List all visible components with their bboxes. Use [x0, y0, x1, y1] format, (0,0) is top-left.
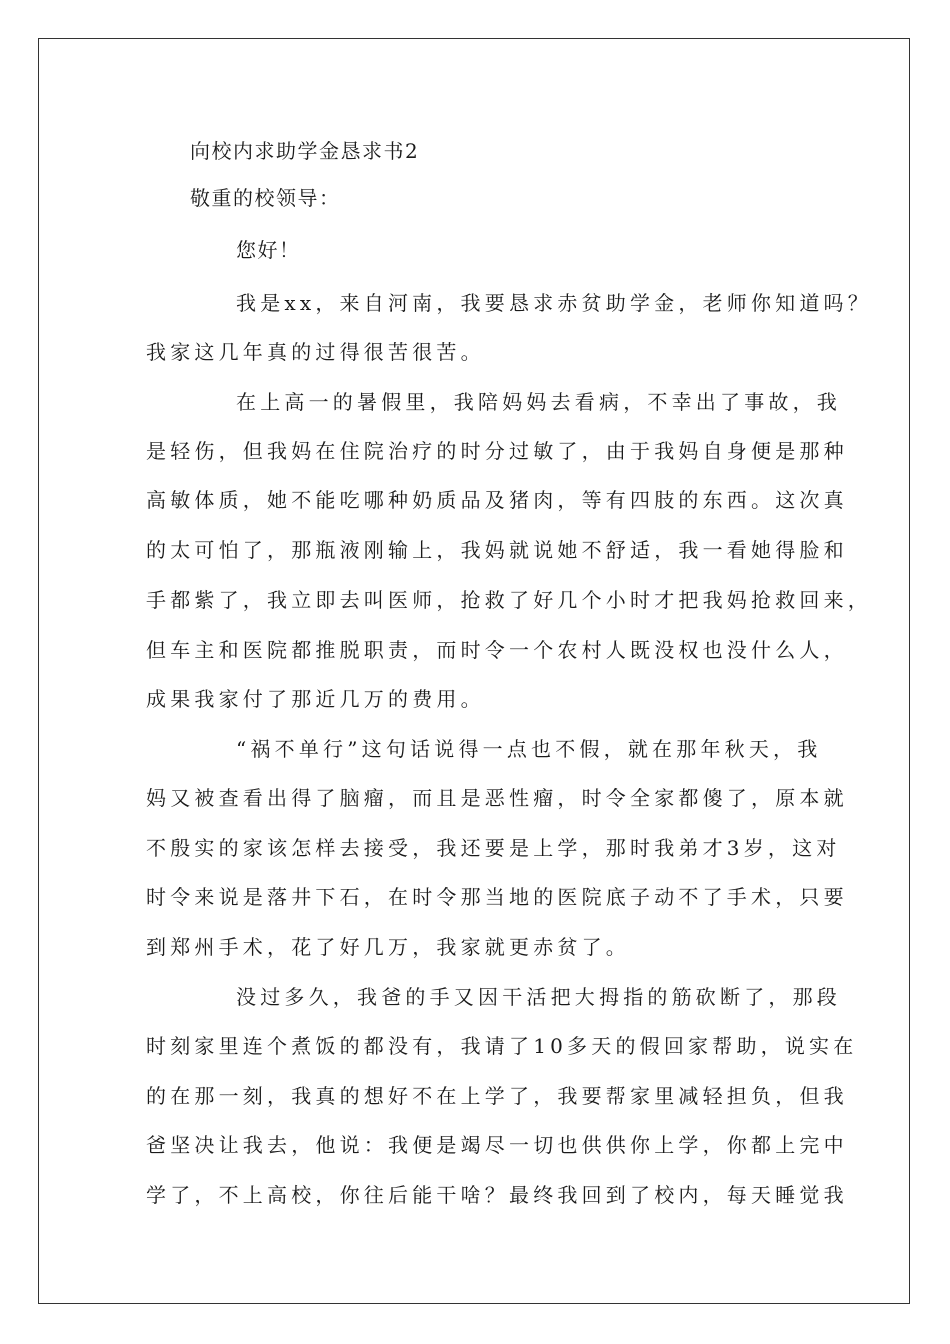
body-line: 没过多久，我爸的手又因干活把大拇指的筋砍断了，那段 — [236, 985, 841, 1009]
page-border — [38, 38, 910, 1304]
body-line: 是轻伤，但我妈在住院治疗的时分过敏了，由于我妈自身便是那种 — [146, 439, 848, 463]
body-line: 高敏体质，她不能吃哪种奶质品及猪肉，等有四肢的东西。这次真 — [146, 488, 848, 512]
document-title: 向校内求助学金恳求书2 — [190, 139, 420, 163]
body-line: 的在那一刻，我真的想好不在上学了，我要帮家里减轻担负，但我 — [146, 1084, 848, 1108]
body-line: 成果我家付了那近几万的费用。 — [146, 687, 485, 711]
body-line: 妈又被查看出得了脑瘤，而且是恶性瘤，时令全家都傻了，原本就 — [146, 786, 848, 810]
body-line: 的太可怕了，那瓶液刚输上，我妈就说她不舒适，我一看她得脸和 — [146, 538, 848, 562]
body-line: 时令来说是落井下石，在时令那当地的医院底子动不了手术，只要 — [146, 885, 848, 909]
greeting: 您好！ — [236, 238, 301, 262]
body-line: 不殷实的家该怎样去接受，我还要是上学，那时我弟才3岁，这对 — [146, 836, 841, 860]
body-line: “祸不单行”这句话说得一点也不假，就在那年秋天，我 — [236, 737, 822, 761]
salutation: 敬重的校领导： — [190, 186, 341, 210]
body-line: 到郑州手术，花了好几万，我家就更赤贫了。 — [146, 935, 630, 959]
body-line: 我是xx，来自河南，我要恳求赤贫助学金，老师你知道吗？ — [236, 291, 872, 315]
body-line: 学了，不上高校，你往后能干啥？最终我回到了校内，每天睡觉我 — [146, 1183, 848, 1207]
body-line: 我家这几年真的过得很苦很苦。 — [146, 340, 485, 364]
body-line: 但车主和医院都推脱职责，而时令一个农村人既没权也没什么人， — [146, 638, 848, 662]
body-line: 手都紫了，我立即去叫医师，抢救了好几个小时才把我妈抢救回来， — [146, 588, 872, 612]
body-line: 爸坚决让我去，他说：我便是竭尽一切也供供你上学，你都上完中 — [146, 1133, 848, 1157]
body-line: 在上高一的暑假里，我陪妈妈去看病，不幸出了事故，我 — [236, 390, 841, 414]
body-line: 时刻家里连个煮饭的都没有，我请了10多天的假回家帮助，说实在 — [146, 1034, 858, 1058]
